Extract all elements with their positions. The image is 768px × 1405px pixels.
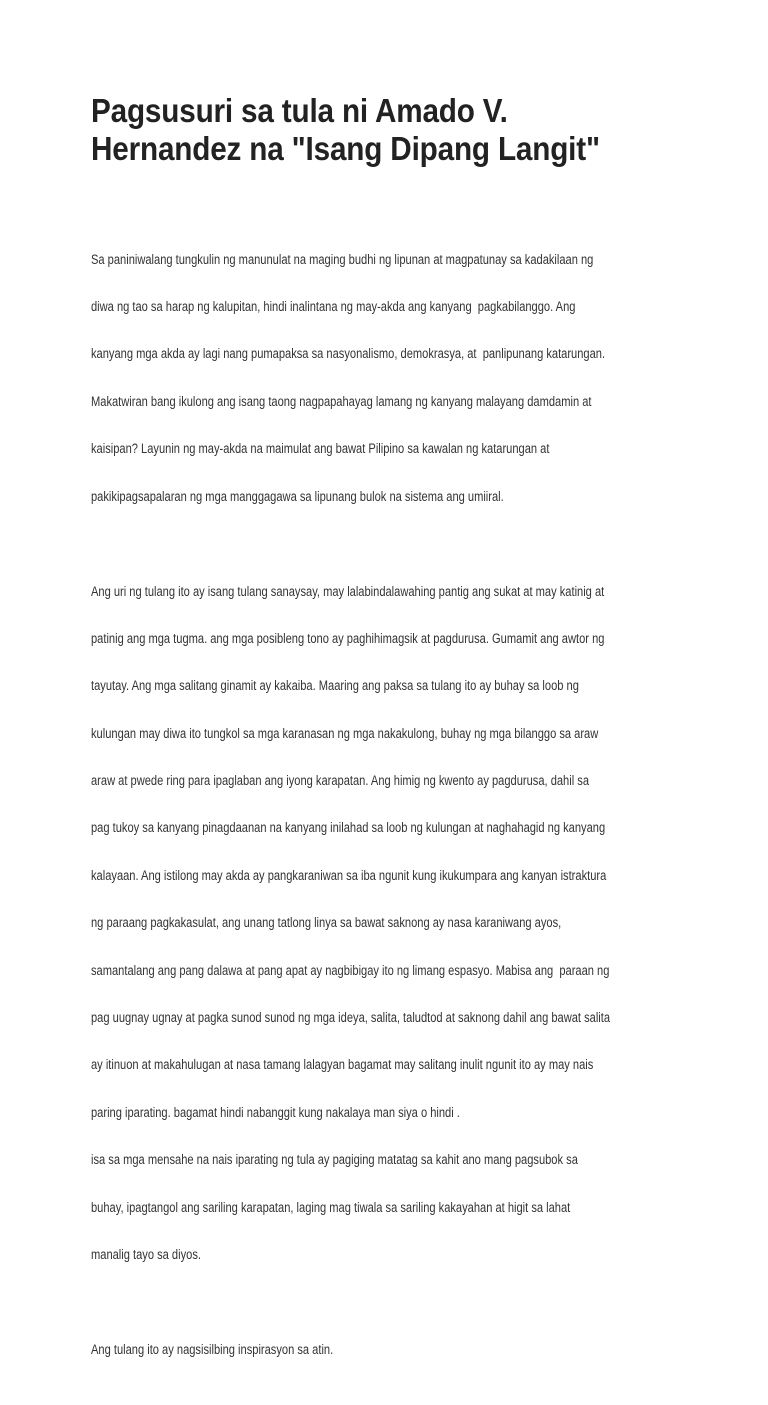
text-line: tayutay. Ang mga salitang ginamit ay kakaiba. Maaring ang paksa sa tulang ito ay buhay sa loob ng: [91, 678, 579, 694]
title-line: Pagsusuri sa tula ni Amado V.: [91, 92, 508, 129]
text-line: kalayaan. Ang istilong may akda ay pangkaraniwan sa iba ngunit kung ikukumpara ang kanyan istraktura: [91, 867, 607, 883]
title-line: Hernandez na "Isang Dipang Langit": [91, 130, 600, 167]
paragraph-analysis: [91, 552, 689, 1294]
text-line: manalig tayo sa diyos.: [91, 1247, 201, 1262]
text-line: ay itinuon at makahulugan at nasa tamang lalagyan bagamat may salitang inulit ngunit ito ay may nais: [91, 1057, 594, 1073]
text-line: Ang tulang ito ay nagsisilbing inspirasyon sa atin.: [91, 1341, 334, 1357]
text-line: kulungan may diwa ito tungkol sa mga karanasan ng mga nakakulong, buhay ng mga bilanggo sa araw: [91, 725, 599, 741]
paragraph-conclusion: [91, 1310, 689, 1389]
text-line: araw at pwede ring para ipaglaban ang iyong karapatan. Ang himig ng kwento ay pagdurusa, dahil sa: [91, 773, 590, 789]
paragraph-intro: [91, 220, 689, 536]
text-line: paring iparating. bagamat hindi nabanggit kung nakalaya man siya o hindi .: [91, 1104, 460, 1120]
text-line: kaisipan? Layunin ng may-akda na maimulat ang bawat Pilipino sa kawalan ng katarungan at: [91, 441, 550, 457]
text-line: Sa paniniwalang tungkulin ng manunulat na maging budhi ng lipunan at magpatunay sa kadakilaan ng: [91, 251, 594, 267]
text-line: diwa ng tao sa harap ng kalupitan, hindi inalintana ng may-akda ang kanyang pagkabilanggo. Ang: [91, 298, 576, 314]
document-body: [91, 220, 689, 1405]
text-line: kanyang mga akda ay lagi nang pumapaksa sa nasyonalismo, demokrasya, at panlipunang katarungan.: [91, 346, 606, 362]
text-line: isa sa mga mensahe na nais iparating ng tula ay pagiging matatag sa kahit ano mang pagsubok sa: [91, 1152, 578, 1168]
text-line: Makatwiran bang ikulong ang isang taong nagpapahayag lamang ng kanyang malayang damdamin at: [91, 393, 592, 409]
text-line: pag uugnay ugnay at pagka sunod sunod ng mga ideya, salita, taludtod at saknong dahil ang bawat salita: [91, 1010, 611, 1026]
text-line: pag tukoy sa kanyang pinagdaanan na kanyang inilahad sa loob ng kulungan at naghahagid ng kanyang: [91, 820, 606, 836]
text-line: samantalang ang pang dalawa at pang apat ay nagbibigay ito ng limang espasyo. Mabisa ang paraan ng: [91, 962, 610, 978]
document-title: [91, 92, 667, 168]
text-line: patinig ang mga tugma. ang mga posibleng tono ay paghihimagsik at pagdurusa. Gumamit ang awtor ng: [91, 630, 605, 646]
text-line: buhay, ipagtangol ang sariling karapatan, laging mag tiwala sa sariling kakayahan at higit sa lahat: [91, 1199, 571, 1215]
text-line: Ang uri ng tulang ito ay isang tulang sanaysay, may lalabindalawahing pantig ang sukat at may katinig at: [91, 583, 605, 599]
text-line: pakikipagsapalaran ng mga manggagawa sa lipunang bulok na sistema ang umiiral.: [91, 488, 504, 504]
text-line: ng paraang pagkakasulat, ang unang tatlong linya sa bawat saknong ay nasa karaniwang ayos,: [91, 915, 562, 931]
